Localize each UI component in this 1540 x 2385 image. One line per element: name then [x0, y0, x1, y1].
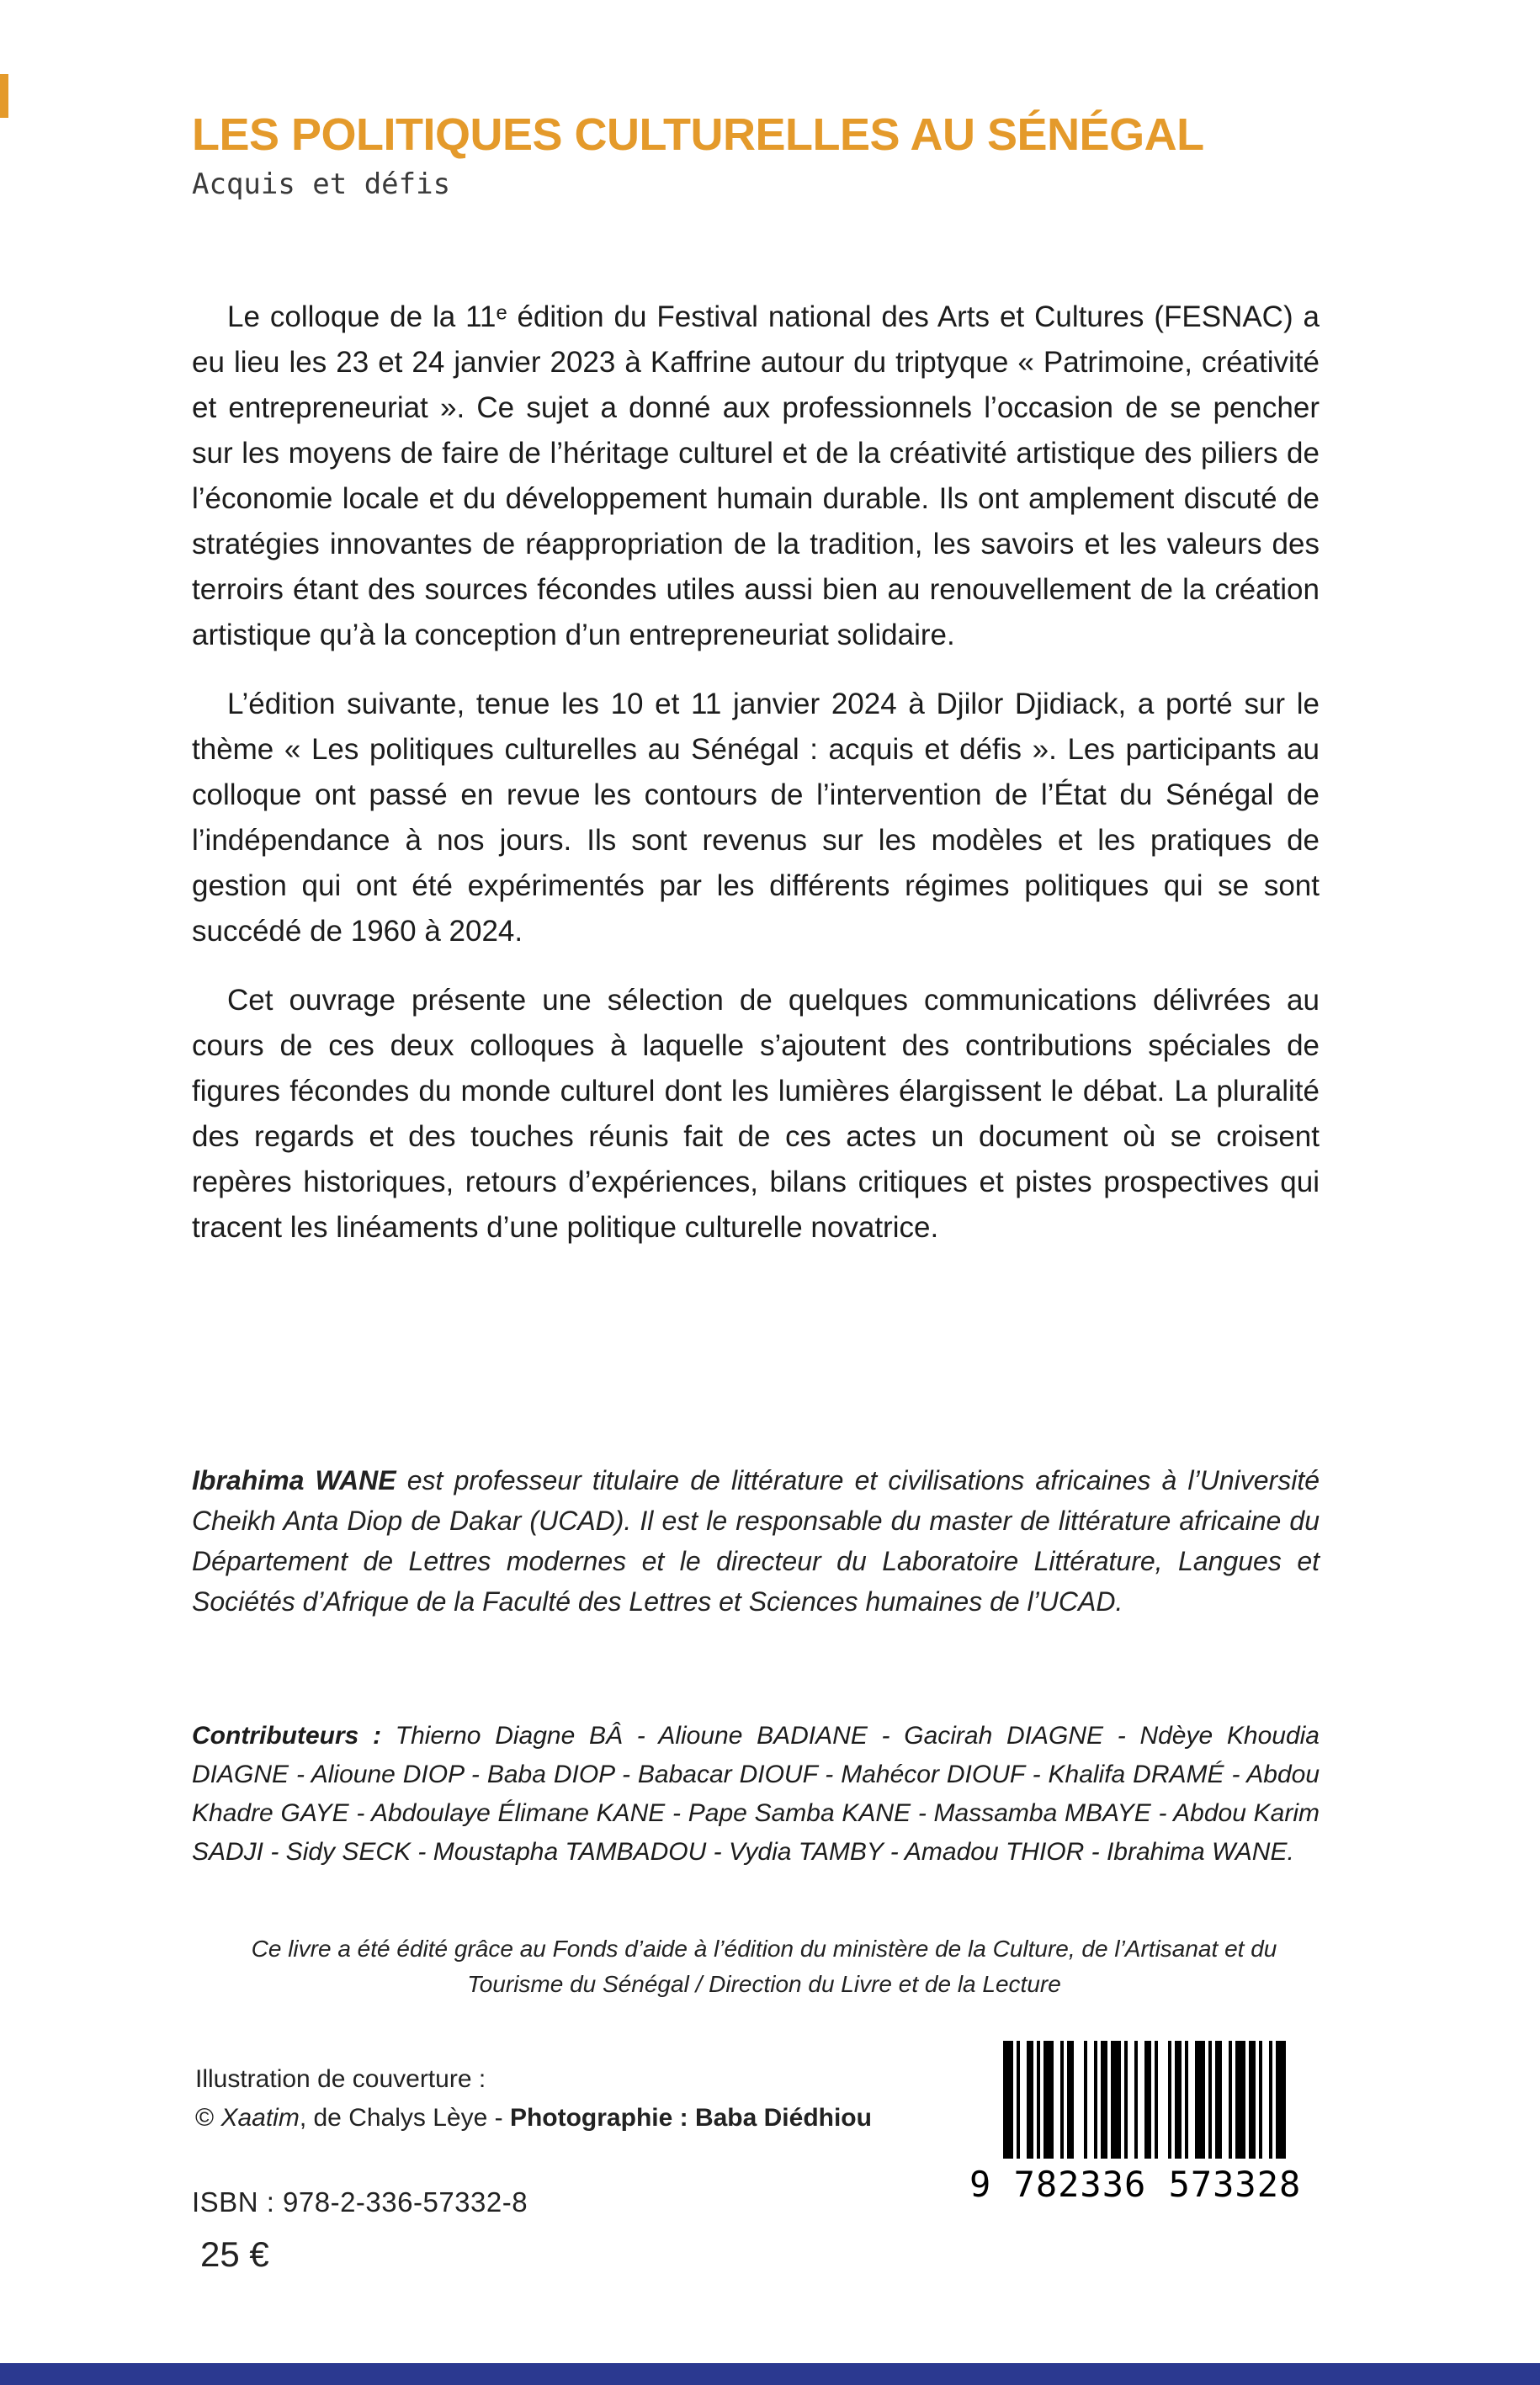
book-subtitle: Acquis et défis	[192, 167, 451, 201]
contributors-label: Contributeurs :	[192, 1722, 382, 1750]
bottom-spine-bar	[0, 2363, 1540, 2385]
synopsis-paragraph-2: L’édition suivante, tenue les 10 et 11 janvier 2024 à Djilor Djidiack, a porté sur le thème « Les politiques culturelles au Sénégal : acquis et défis ». Les participants au colloque ont passé en revue les contours de l’intervention de l’État du Sénégal de l’indépendance à nos jours. Ils sont revenus sur les modèles et les pratiques de gestion qui ont été expérimentés par les différents régimes politiques qui se sont succédé de 1960 à 2024.	[192, 688, 1320, 948]
cover-credit-heading: Illustration de couverture :	[195, 2065, 486, 2093]
synopsis-paragraph-1: Le colloque de la 11ᵉ édition du Festival national des Arts et Cultures (FESNAC) a eu lieu les 23 et 24 janvier 2023 à Kaffrine autour du triptyque « Patrimoine, créativité et entrepreneuriat ». Ce sujet a donné aux professionnels l’occasion de se pencher sur les moyens de faire de l’héritage culturel et de la créativité artistique des piliers de l’économie locale et du développement humain durable. Ils ont amplement discuté de stratégies innovantes de réappropriation de la tradition, les savoirs et les valeurs des terroirs étant des sources fécondes utiles aussi bien au renouvellement de la création artistique qu’à la conception d’un entrepreneuriat solidaire.	[192, 300, 1320, 651]
cover-artwork-title: Xaatim	[220, 2104, 300, 2132]
funding-note-text: Ce livre a été édité grâce au Fonds d’aide à l’édition du ministère de la Culture, de l’Artisanat et du Tourisme du Sénégal / Direction du Livre et de la Lecture	[251, 1936, 1277, 1997]
author-bio-body: est professeur titulaire de littérature et civilisations africaines à l’Université Cheikh Anta Diop de Dakar (UCAD). Il est le responsable du master de littérature africaine du Département de Lettres modernes et le directeur du Laboratoire Littérature, Langues et Sociétés d’Afrique de la Faculté des Lettres et Sciences humaines de l’UCAD.	[192, 1465, 1320, 1617]
synopsis	[192, 295, 1320, 1274]
author-bio	[192, 1460, 1320, 1622]
cover-credit-line	[195, 2099, 953, 2138]
author-name: Ibrahima WANE	[192, 1465, 396, 1495]
spine-accent-mark	[0, 74, 8, 118]
book-title: LES POLITIQUES CULTURELLES AU SÉNÉGAL	[192, 109, 1204, 160]
barcode-bars	[1003, 2041, 1293, 2159]
cover-artist: , de Chalys Lèye -	[299, 2104, 510, 2132]
cover-credit	[195, 2060, 953, 2138]
title-block	[192, 111, 1353, 201]
contributors-text	[192, 1717, 1320, 1872]
author-bio-text	[192, 1460, 1320, 1622]
price: 25 €	[200, 2234, 269, 2274]
isbn: ISBN : 978-2-336-57332-8	[192, 2186, 528, 2218]
contributors-names: Thierno Diagne BÂ - Alioune BADIANE - Gacirah DIAGNE - Ndèye Khoudia DIAGNE - Alioune DIOP - Baba DIOP - Babacar DIOUF - Mahécor DIOUF - Khalifa DRAMÉ - Abdou Khadre GAYE - Abdoulaye Élimane KANE - Pape Samba KANE - Massamba MBAYE - Abdou Karim SADJI - Sidy SECK - Moustapha TAMBADOU - Vydia TAMBY - Amadou THIOR - Ibrahima WANE.	[192, 1722, 1320, 1866]
photo-credit: Photographie : Baba Diédhiou	[509, 2104, 872, 2132]
funding-note	[242, 1931, 1286, 2002]
contributors-section	[192, 1717, 1320, 1872]
barcode-number: 9 782336 573328	[969, 2164, 1302, 2205]
copyright-symbol: ©	[195, 2104, 221, 2132]
barcode	[969, 2041, 1331, 2205]
synopsis-paragraph-3: Cet ouvrage présente une sélection de quelques communications délivrées au cours de ces deux colloques à laquelle s’ajoutent des contributions spéciales de figures fécondes du monde culturel dont les lumières élargissent le débat. La pluralité des regards et des touches réunis fait de ces actes un document où se croisent repères historiques, retours d’expériences, bilans critiques et pistes prospectives qui tracent les linéaments d’une politique culturelle novatrice.	[192, 984, 1320, 1244]
